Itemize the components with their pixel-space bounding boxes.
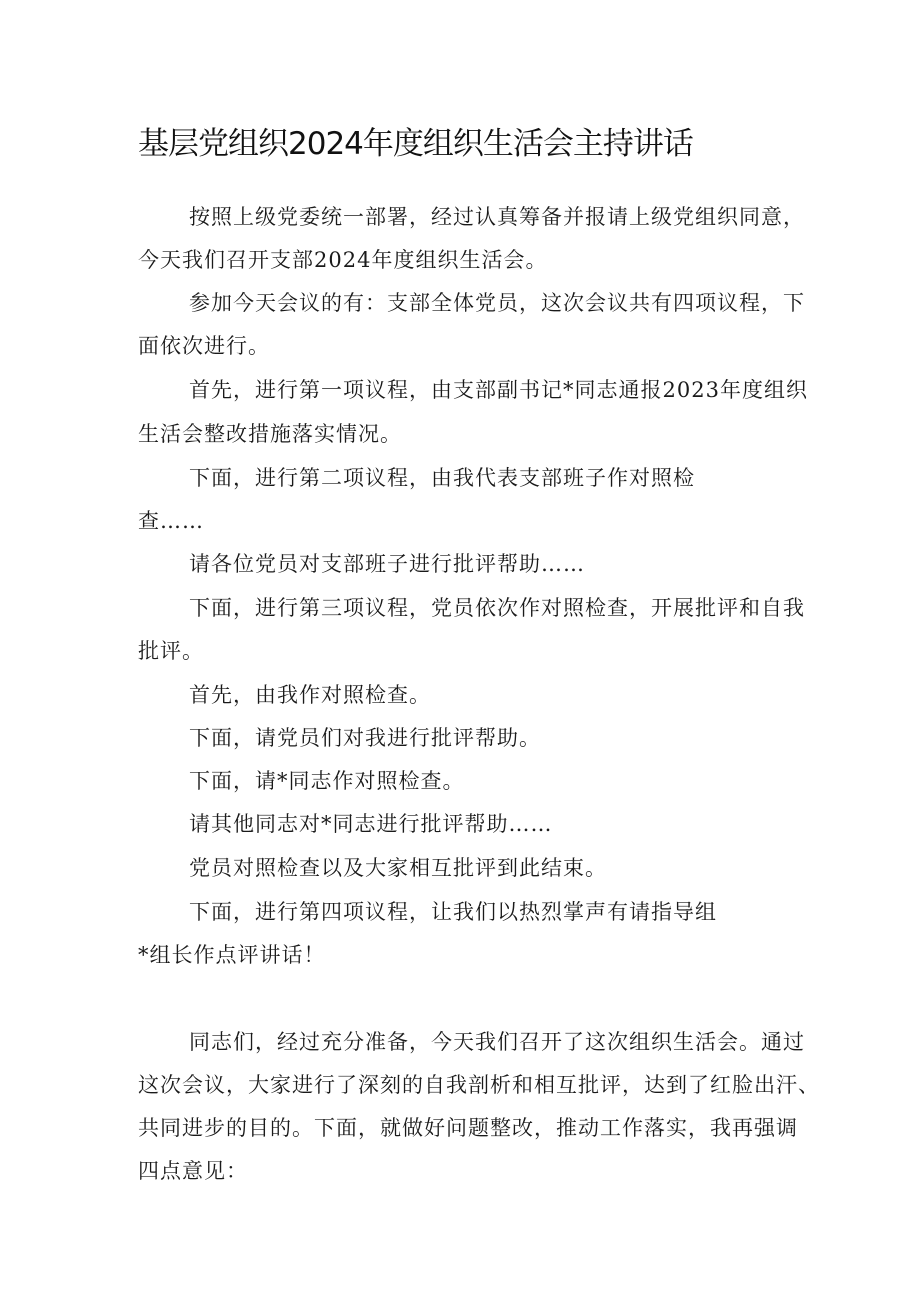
paragraph-line: 面依次进行。 [138, 334, 270, 358]
paragraph-line: 请其他同志对*同志进行批评帮助…… [189, 812, 553, 836]
paragraph-line: 参加今天会议的有：支部全体党员，这次会议共有四项议程，下 [189, 291, 805, 315]
paragraph-line: 下面，请*同志作对照检查。 [189, 769, 465, 793]
paragraph-line: *组长作点评讲话！ [138, 943, 326, 967]
paragraph-line: 下面，进行第四项议程，让我们以热烈掌声有请指导组 [189, 900, 717, 924]
paragraph-line: 首先，由我作对照检查。 [189, 683, 431, 707]
paragraph-line: 生活会整改措施落实情况。 [138, 422, 402, 446]
paragraph-line: 首先，进行第一项议程，由支部副书记*同志通报2023年度组织 [189, 378, 808, 402]
paragraph-line: 批评。 [138, 639, 204, 663]
paragraph-line: 下面，进行第二项议程，由我代表支部班子作对照检 [189, 466, 695, 490]
paragraph-line: 同志们，经过充分准备，今天我们召开了这次组织生活会。通过 [189, 1030, 805, 1054]
paragraph-line: 今天我们召开支部2024年度组织生活会。 [138, 248, 548, 272]
paragraph-line: 共同进步的目的。下面，就做好问题整改，推动工作落实，我再强调 [138, 1116, 798, 1140]
paragraph-line: 请各位党员对支部班子进行批评帮助…… [189, 552, 585, 576]
paragraph-line: 党员对照检查以及大家相互批评到此结束。 [189, 856, 607, 880]
document-title: 基层党组织2024年度组织生活会主持讲话 [138, 126, 693, 162]
paragraph-line: 按照上级党委统一部署，经过认真筹备并报请上级党组织同意， [189, 205, 805, 229]
paragraph-line: 查…… [138, 509, 204, 533]
paragraph-line: 四点意见： [138, 1159, 248, 1183]
paragraph-line: 这次会议，大家进行了深刻的自我剖析和相互批评，达到了红脸出汗、 [138, 1073, 820, 1097]
paragraph-line: 下面，请党员们对我进行批评帮助。 [189, 726, 541, 750]
paragraph-line: 下面，进行第三项议程，党员依次作对照检查，开展批评和自我 [189, 596, 805, 620]
